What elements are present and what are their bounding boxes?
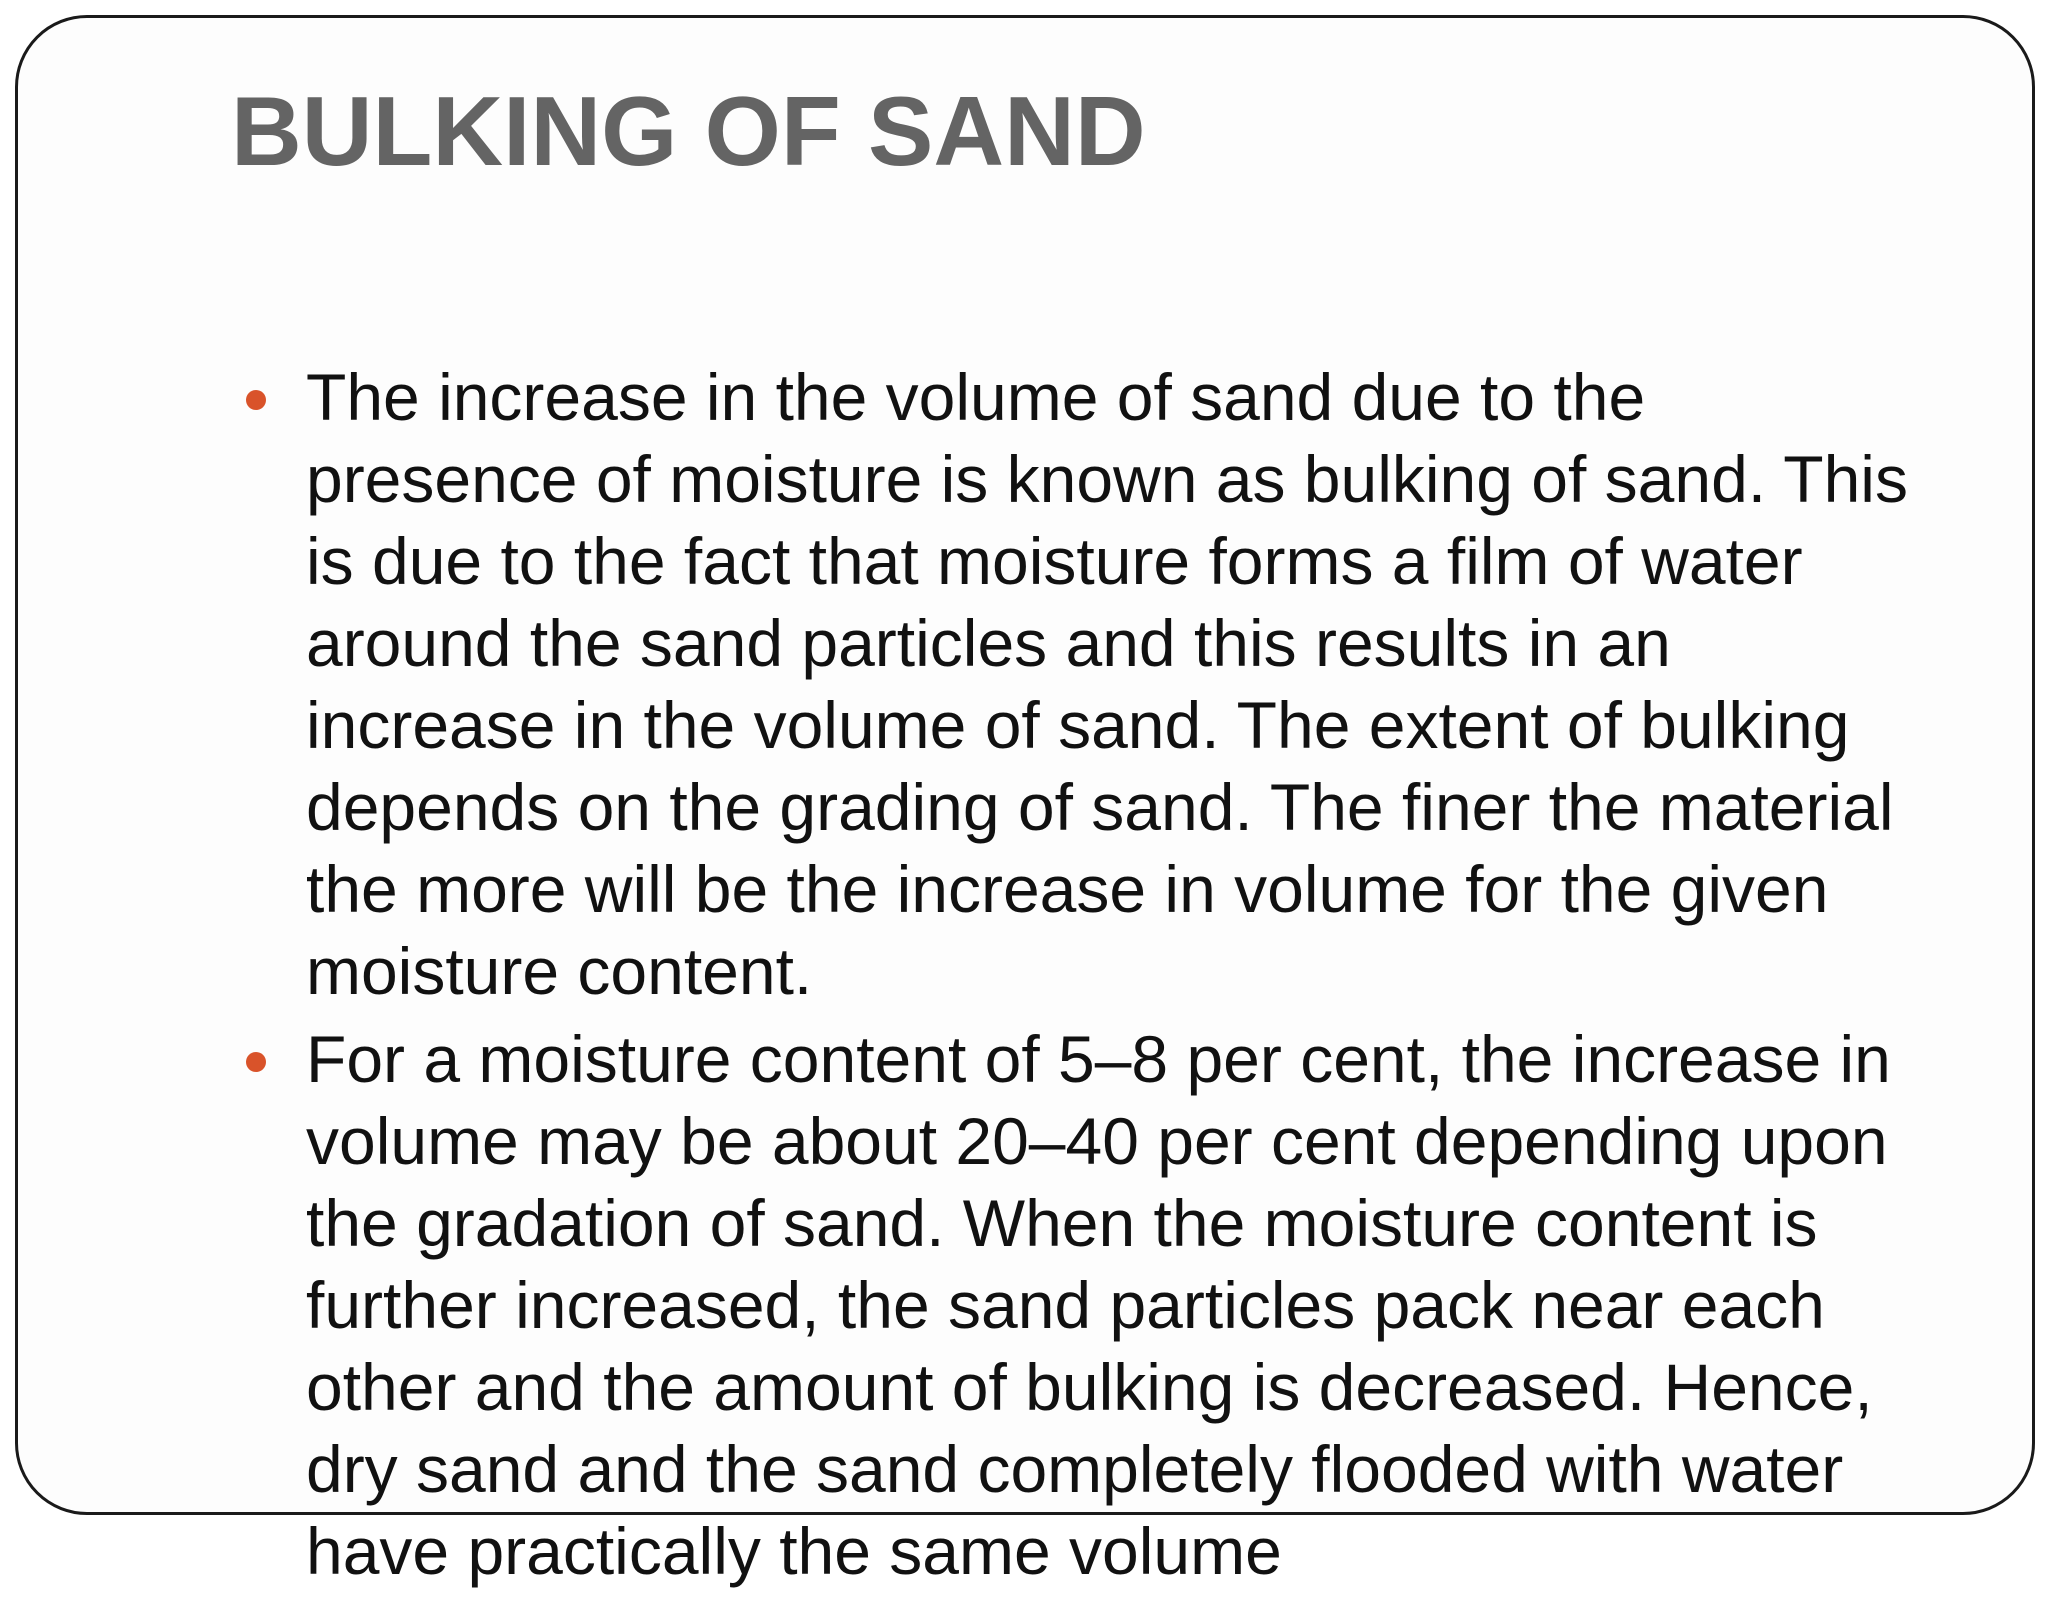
bullet-dot-icon [246,1052,266,1072]
bullet-text: The increase in the volume of sand due to the presence of moisture is known as bulking of sand. This is due to the fact that moisture forms a film of water around the sand particles and this results in an increase in the volume of sand. The extent of bulking depends on the grading of sand. The finer the material the more will be the increase in volume for the given moisture content. [306,360,1908,1008]
bullet-item [231,1018,1931,1592]
bullet-item [231,356,1931,1012]
bullet-text: For a moisture content of 5–8 per cent, the increase in volume may be about 20–40 per cent depending upon the gradation of sand. When the moisture content is further increased, the sand particles pack near each other and the amount of bulking is decreased. Hence, dry sand and the sand completely flooded with water have practically the same volume [306,1022,1891,1588]
bullet-list [231,356,1931,1598]
slide [15,15,2035,1588]
slide-title: BULKING OF SAND [231,76,1146,186]
bullet-dot-icon [246,390,266,410]
